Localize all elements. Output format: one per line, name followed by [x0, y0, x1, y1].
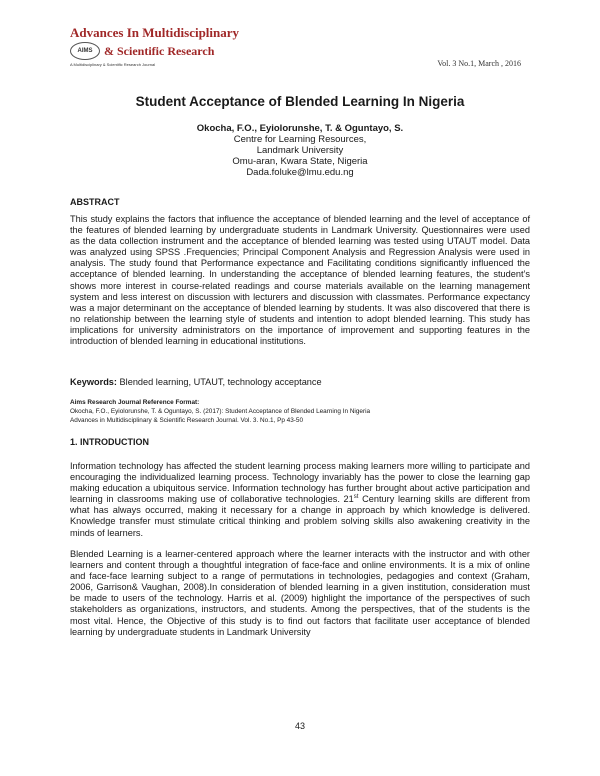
affiliation-line: Landmark University — [256, 145, 344, 156]
issue-info: Vol. 3 No.1, March , 2016 — [437, 59, 521, 68]
logo-line2: & Scientific Research — [104, 43, 215, 58]
affiliation-line: Centre for Learning Resources, — [233, 134, 367, 145]
author-email: Dada.foluke@lmu.edu.ng — [246, 167, 354, 178]
intro-paragraph-1 — [70, 461, 530, 539]
keywords-label: Keywords: — [70, 377, 117, 387]
affiliation — [0, 134, 600, 178]
abstract-heading: ABSTRACT — [70, 197, 120, 207]
reference-line1: Okocha, F.O., Eyiolorunshe, T. & Oguntayo, S. (2017): Student Acceptance of Blended Learning In Nigeria — [70, 408, 371, 415]
journal-logo — [70, 25, 240, 78]
authors: Okocha, F.O., Eyiolorunshe, T. & Oguntayo, S. — [196, 123, 404, 134]
introduction-heading: 1. INTRODUCTION — [70, 437, 150, 447]
intro-paragraph-1-text: Information technology has affected the student learning process making learners more willing to participate and encouraging the individualized learning process. Technology invariably has the power to close the learning gap making education a ubiquitous service. Information technology has further brought about active participation and learning in classrooms making use of collaborative technologies. 21 — [70, 461, 530, 505]
affiliation-line: Omu-aran, Kwara State, Nigeria — [232, 156, 368, 167]
keywords-text: Blended learning, UTAUT, technology acceptance — [116, 377, 322, 387]
reference-heading: Aims Research Journal Reference Format: — [70, 399, 200, 406]
page-number: 43 — [294, 721, 305, 731]
keywords — [70, 377, 530, 388]
aims-logo-icon: AIMS — [70, 42, 100, 60]
intro-paragraph-1-text-cont: Century learning skills are different from what has always occurred, making it necessary for a change in approach by which knowledge is delivered. Knowledge transfer must stimulate critical thinking and problem solving skills also awakening creativity in the minds of learners. — [70, 494, 531, 538]
abstract-text: This study explains the factors that influence the acceptance of blended learning and the level of acceptance of the features of blended learning by undergraduate students in Landmark University. Questionnaires were used as the data collection instrument and the acceptance of blended learning was tested using UTAUT model. Data was analyzed using SPSS .Frequencies; Principal Component Analysis and Regression Analysis were used in analysis. The study found that Performance expectance and Facilitating conditions significantly influenced the acceptance of blended learning. In understanding the acceptance of blended learning features, the student’s shows more interest in course-related readings and course materials available on the learning management system and less interest on discussion with lecturers and discussion with classmates. Performance expectancy was a major determinant on the acceptance of blended learning by students. It was also discovered that there is no relationship between the learning style of students and intention to adopt blended learning. This study has implications for university administrators on the importance of improvement and supporting features in the introduction of blended learning in educational institutions. — [70, 214, 530, 347]
superscript: st — [353, 494, 359, 501]
logo-subtitle: A Multidisciplinary & Scientific Research Journal — [70, 62, 156, 67]
logo-line1: Advances In Multidisciplinary — [70, 25, 240, 40]
reference-line2: Advances in Multidisciplinary & Scientific Research Journal. Vol. 3. No.1, Pp 43-50 — [70, 417, 304, 424]
intro-paragraph-2: Blended Learning is a learner-centered approach where the learner interacts with the instructor and with other learners and content through a thoughtful integration of face-face and online environments. It is a mix of online and face-face learning subject to a range of permutations in technologies, pedagogies and context (Graham, 2006, Garrison& Vaughan, 2008).In consideration of blended learning in a given institution, consideration must be made to users of the technology. Harris et al. (2009) highlight the importance of the perspectives of such stakeholders as organizations, instructors, and students. Among the perspectives, that of the students is the most vital. Hence, the Objective of this study is to find out factors that facilitate user acceptance of blended learning by undergraduate students in Landmark University — [70, 549, 530, 637]
paper-title: Student Acceptance of Blended Learning In Nigeria — [135, 94, 465, 109]
